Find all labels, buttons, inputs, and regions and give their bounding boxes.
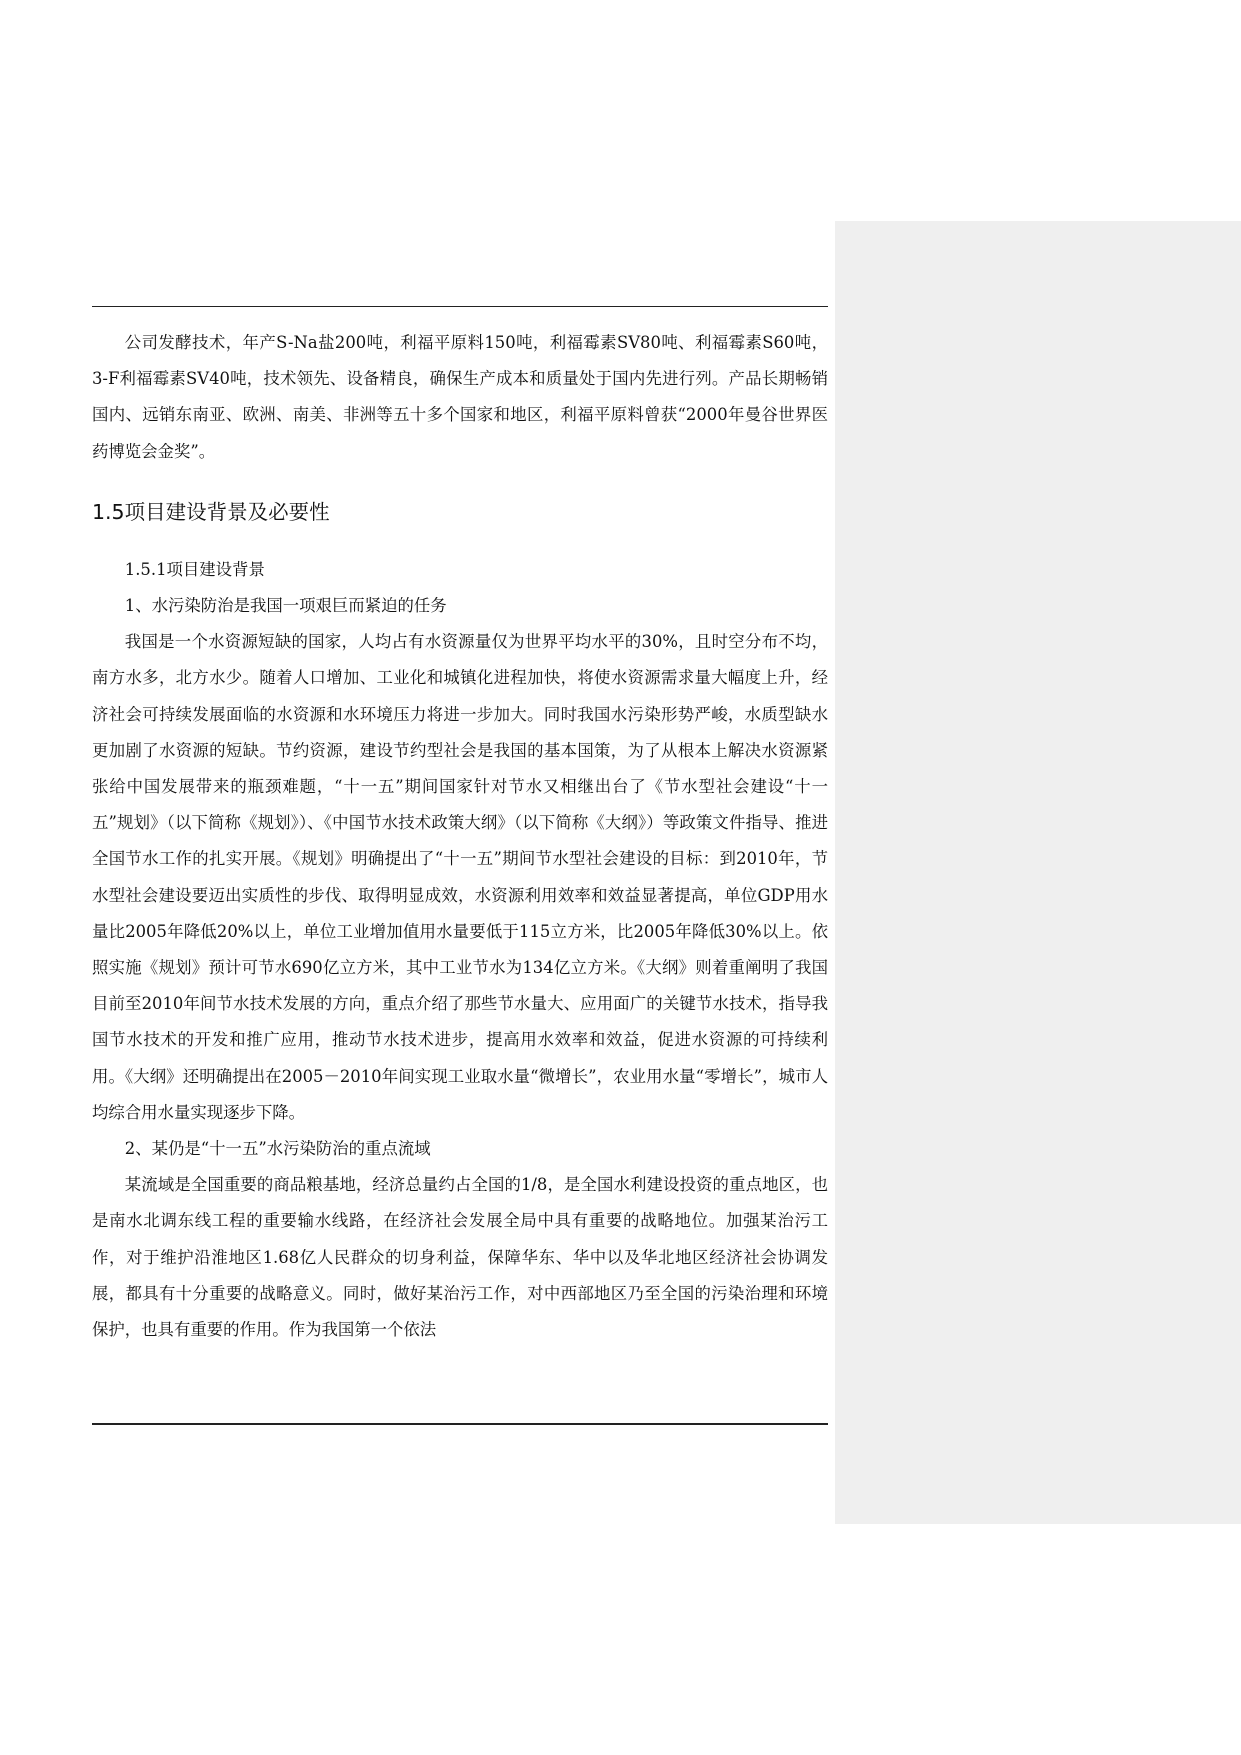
- subsection-heading: 1.5.1项目建设背景: [124, 559, 265, 579]
- page-body: [92, 325, 828, 1348]
- header-rule: [92, 306, 828, 307]
- point-1-title: 1、水污染防治是我国一项艰巨而紧迫的任务: [124, 596, 447, 616]
- point-2-title: 2、某仍是“十一五”水污染防治的重点流域: [124, 1139, 431, 1159]
- intro-paragraph: 公司发酵技术，年产S-Na盐200吨，利福平原料150吨，利福霉素SV80吨、利福霉素S60吨，3-F利福霉素SV40吨，技术领先、设备精良，确保生产成本和质量处于国内先进行列。产品长期畅销国内、远销东南亚、欧洲、南美、非洲等五十多个国家和地区，利福平原料曾获“2000年曼谷世界医药博览会金奖”。: [92, 333, 828, 461]
- point-1-body: 我国是一个水资源短缺的国家，人均占有水资源量仅为世界平均水平的30%，且时空分布不均，南方水多，北方水少。随着人口增加、工业化和城镇化进程加快，将使水资源需求量大幅度上升，经济社会可持续发展面临的水资源和水环境压力将进一步加大。同时我国水污染形势严峻，水质型缺水更加剧了水资源的短缺。节约资源，建设节约型社会是我国的基本国策，为了从根本上解决水资源紧张给中国发展带来的瓶颈难题，“十一五”期间国家针对节水又相继出台了《节水型社会建设“十一五”规划》（以下简称《规划》）、《中国节水技术政策大纲》（以下简称《大纲》）等政策文件指导、推进全国节水工作的扎实开展。《规划》明确提出了“十一五”期间节水型社会建设的目标：到2010年，节水型社会建设要迈出实质性的步伐、取得明显成效，水资源利用效率和效益显著提高，单位GDP用水量比2005年降低20%以上，单位工业增加值用水量要低于115立方米，比2005年降低30%以上。依照实施《规划》预计可节水690亿立方米，其中工业节水为134亿立方米。《大纲》则着重阐明了我国目前至2010年间节水技术发展的方向，重点介绍了那些节水量大、应用面广的关键节水技术，指导我国节水技术的开发和推广应用，推动节水技术进步，提高用水效率和效益，促进水资源的可持续利用。《大纲》还明确提出在2005－2010年间实现工业取水量“微增长”，农业用水量“零增长”，城市人均综合用水量实现逐步下降。: [92, 632, 828, 1122]
- footer-rule: [92, 1423, 828, 1425]
- section-heading: 1.5项目建设背景及必要性: [92, 499, 330, 524]
- comment-margin-pane: [835, 221, 1241, 1524]
- point-2-body: 某流域是全国重要的商品粮基地，经济总量约占全国的1/8，是全国水利建设投资的重点地区，也是南水北调东线工程的重要输水线路，在经济社会发展全局中具有重要的战略地位。加强某治污工作，对于维护沿淮地区1.68亿人民群众的切身利益，保障华东、华中以及华北地区经济社会协调发展，都具有十分重要的战略意义。同时，做好某治污工作，对中西部地区乃至全国的污染治理和环境保护，也具有重要的作用。作为我国第一个依法: [92, 1175, 828, 1340]
